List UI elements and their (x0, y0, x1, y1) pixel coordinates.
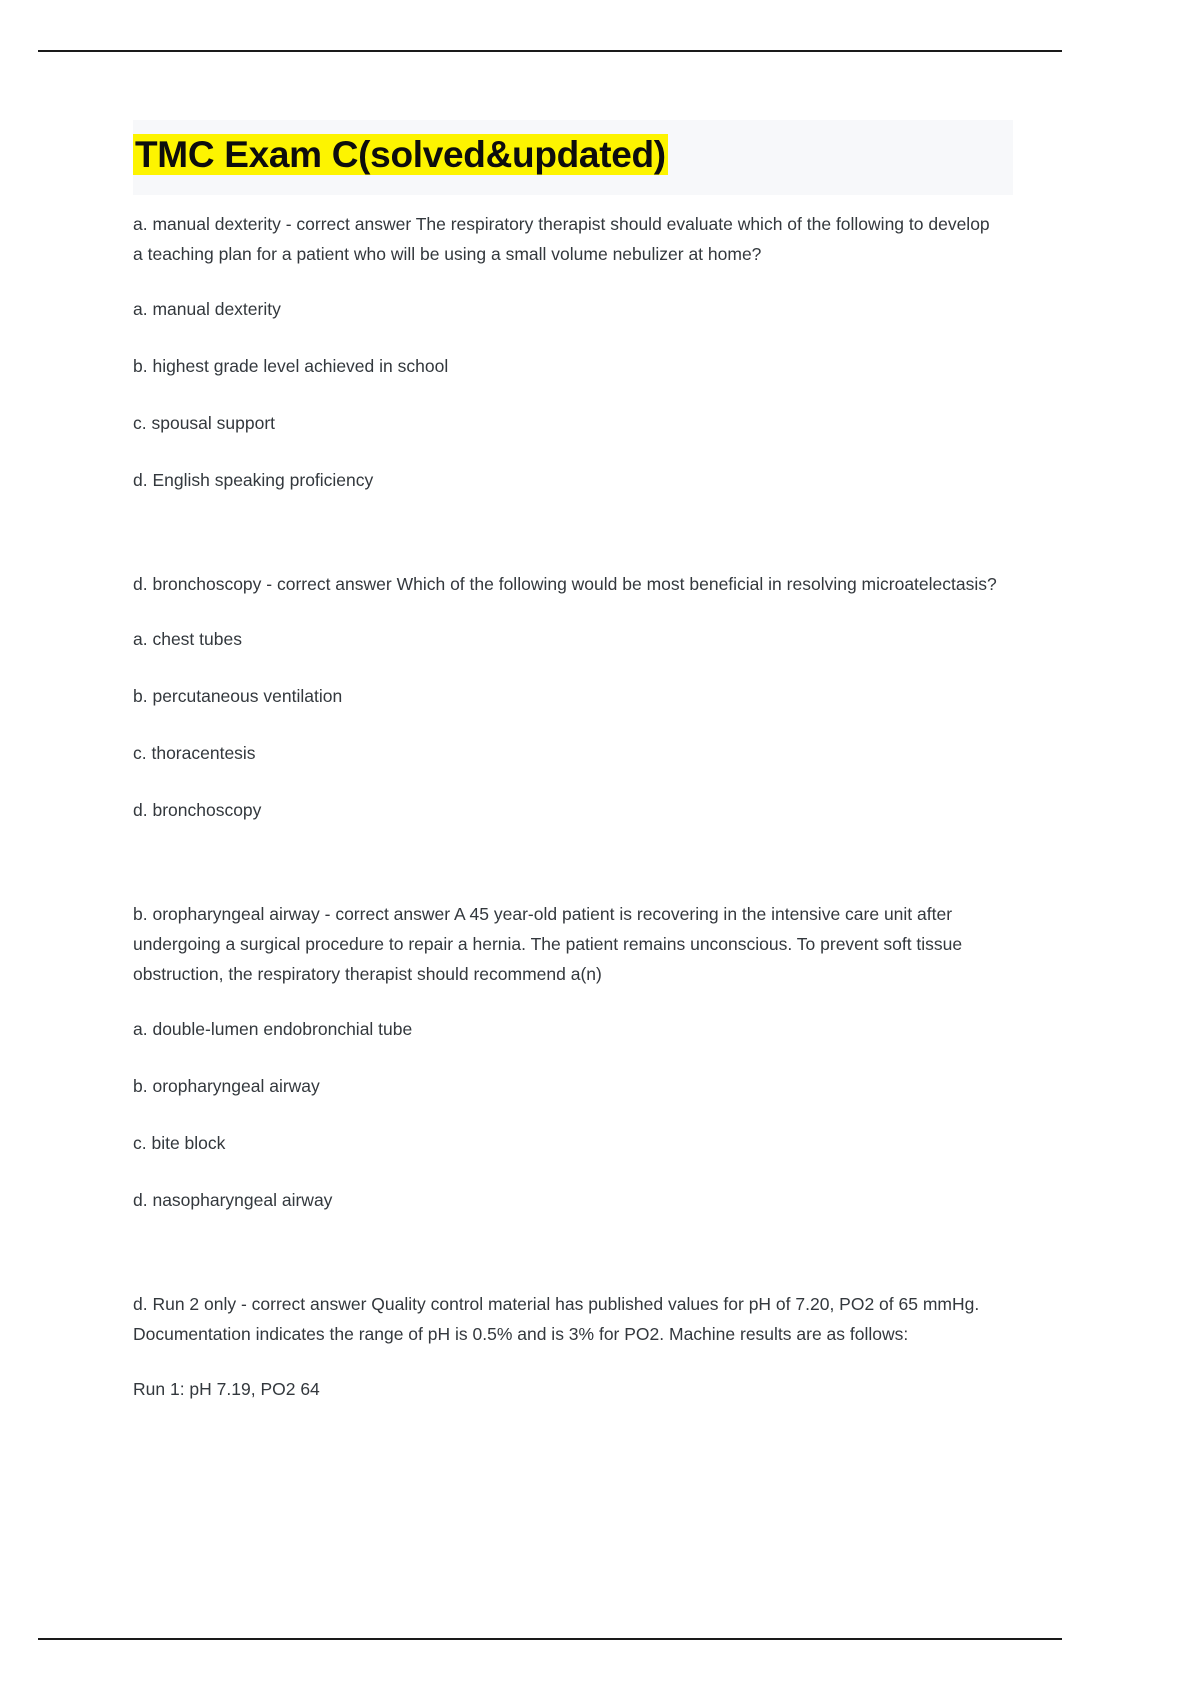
footer-divider (38, 1638, 1062, 1640)
answer-choice-b: b. highest grade level achieved in school (133, 355, 449, 376)
question-stem: d. Run 2 only - correct answer Quality control material has published values for pH of 7.20, PO2 of 65 mmHg. Documentation indicates the range of pH is 0.5% and is 3% for PO2. Machine results are as follows: (133, 1294, 980, 1345)
question-separator (133, 853, 1013, 899)
question-stem: b. oropharyngeal airway - correct answer A 45 year-old patient is recovering in the intensive care unit after undergoing a surgical procedure to repair a hernia. The patient remains unconscious. To prevent soft tissue obstruction, the respiratory therapist should recommend a(n) (133, 903, 963, 985)
question-stem: d. bronchoscopy - correct answer Which of the following would be most beneficial in resolving microatelectasis? (133, 573, 997, 594)
question-2 (133, 569, 1013, 824)
answer-choice-b: b. oropharyngeal airway (133, 1076, 320, 1097)
question-separator (133, 1243, 1013, 1289)
answer-choice-c: c. spousal support (133, 412, 276, 433)
answer-choice-d: d. English speaking proficiency (133, 469, 374, 490)
answer-choice-c: c. bite block (133, 1133, 226, 1154)
quality-control-run-1: Run 1: pH 7.19, PO2 64 (133, 1379, 320, 1400)
answer-choice-c: c. thoracentesis (133, 742, 256, 763)
answer-choice-a: a. chest tubes (133, 628, 242, 649)
answer-choice-d: d. nasopharyngeal airway (133, 1190, 333, 1211)
answer-choice-b: b. percutaneous ventilation (133, 685, 343, 706)
question-stem: a. manual dexterity - correct answer The respiratory therapist should evaluate which of the following to develop a teaching plan for a patient who will be using a small volume nebulizer at home? (133, 213, 990, 264)
question-separator (133, 523, 1013, 569)
question-4 (133, 1289, 1013, 1403)
header-divider (38, 50, 1062, 52)
question-1 (133, 209, 1013, 494)
page-title (133, 120, 1013, 195)
page-title-text: TMC Exam C(solved&updated) (135, 134, 666, 175)
question-3 (133, 899, 1013, 1214)
answer-choice-a: a. manual dexterity (133, 298, 281, 319)
answer-choice-d: d. bronchoscopy (133, 799, 262, 820)
document-body (133, 120, 1013, 1432)
answer-choice-a: a. double-lumen endobronchial tube (133, 1019, 413, 1040)
